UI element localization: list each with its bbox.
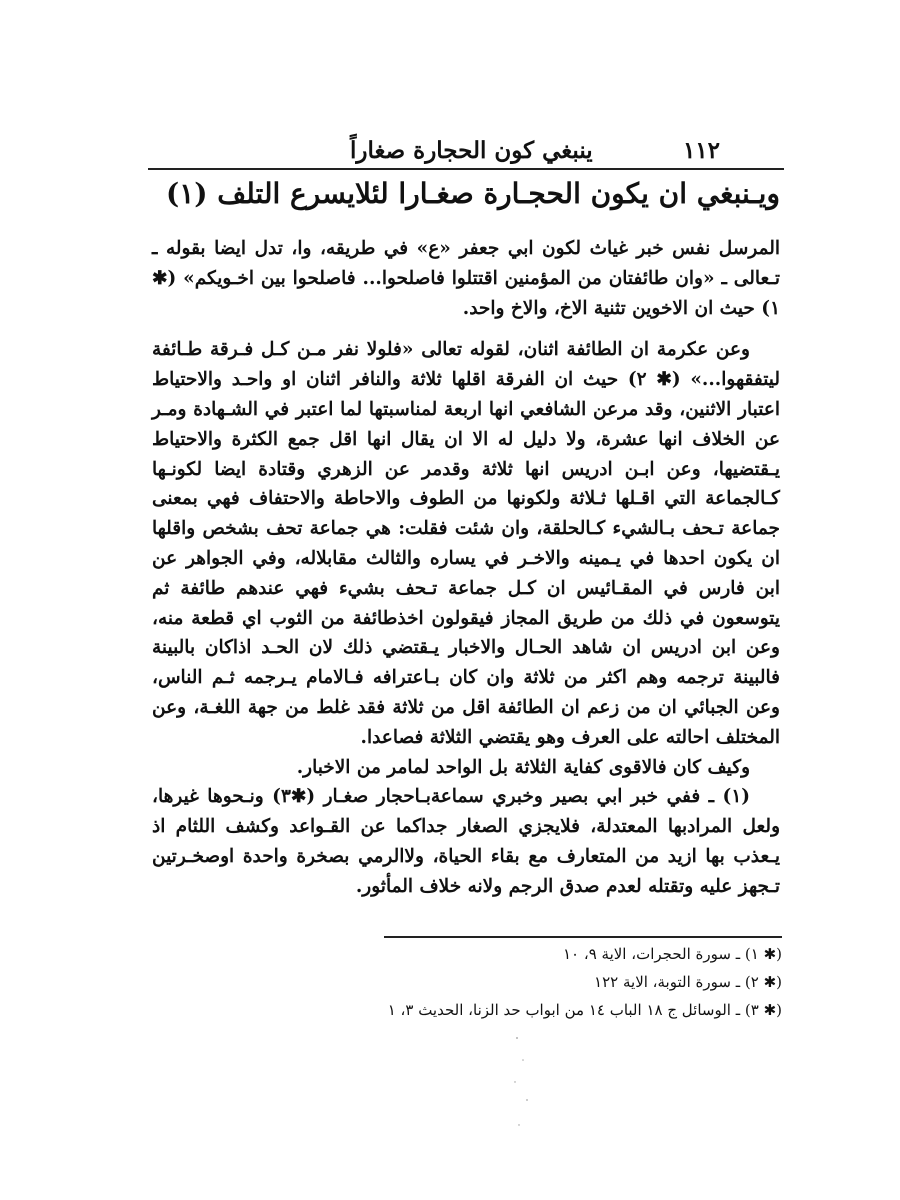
footnote-divider xyxy=(384,936,782,938)
section-title: ويـنبغي ان يكون الحجـارة صغـارا لئلايسرع التلف (١) xyxy=(166,177,780,210)
footnotes xyxy=(300,940,782,1024)
scan-specks xyxy=(505,1030,545,1140)
paragraph-1: المرسل نفس خبر غياث لكون ابي جعفر «ع» في طريقه، وا، تدل ايضا بقوله ـ تـعالى ـ «وان طائفتان من المؤمنين اقتتلوا فاصلحوا... فاصلحوا بين اخـويكم» (✱ ١) حيث ان الاخوين تثنية الاخ، والاخ واحد. xyxy=(152,238,780,319)
footnote-1: (✱ ١) ـ سورة الحجرات، الاية ٩، ١٠ xyxy=(562,945,782,963)
footnote-2: (✱ ٢) ـ سورة التوبة، الاية ١٢٢ xyxy=(594,973,782,991)
paragraph-2: وعن عكرمة ان الطائفة اثنان، لقوله تعالى «فلولا نفر مـن كـل فـرقة طـائفة ليتفقهوا...» (✱ ٢) حيث ان الفرقة اقلها ثلاثة والنافر اثنان او واحـد والاحتياط اعتبار الاثنين، وقد مرعن الشافعي انها اربعة لمناسبتها لما اعتبر في الشـهادة ومـر عن الخلاف انها عشرة، ولا دليل له الا ان يقال انها اقل جمع الكثرة والاحتياط يـقتضيها، وعن ابـن ادريس انها ثلاثة وقدمر عن الزهري وقتادة ايضا لكونـها كـالجماعة التي اقـلها ثـلاثة ولكونها من الطوف والاحاطة والاحتفاف فهي بمعنى جماعة تـحف بـالشيء كـالحلقة، وان شئت فقلت: هي جماعة تحف بشخص واقلها ان يكون احدها في يـمينه والاخـر في يساره والثالث مقابلاله، وفي الجواهر عن ابن فارس في المقـائيس ان كـل جماعة تـحف بشيء فهي عندهم طائفة ثم يتوسعون في ذلك من طريق المجاز فيقولون اخذطائفة من الثوب اي قطعة منه، وعن ابن ادريس ان شاهد الحـال والاخبار يـقتضي ذلك لان الحـد اذاكان بالبينة فالبينة ترجمه وهم اكثر من ثلاثة وان كان بـاعترافه فـالامام يـرجمه ثـم الناس، وعن الجبائي ان من زعم ان الطائفة اقل من ثلاثة فقد غلط من جهة اللغـة، وعن المختلف احالته على العرف وهو يقتضي الثلاثة فصاعدا. xyxy=(152,339,780,748)
body-text xyxy=(152,234,780,902)
page-number: ١١٢ xyxy=(682,136,720,164)
paragraph-3: وكيف كان فالاقوى كفاية الثلاثة بل الواحد لمامر من الاخبار. xyxy=(296,756,750,778)
running-head xyxy=(350,132,720,168)
footnote-3: (✱ ٣) ـ الوسائل ج ١٨ الباب ١٤ من ابواب حد الزنا، الحديث ٣، ١ xyxy=(387,1001,782,1019)
running-head-title: ينبغي كون الحجارة صغاراً xyxy=(350,136,593,164)
header-divider xyxy=(148,168,784,170)
commentary-note-1: (١) ـ ففي خبر ابي بصير وخبري سماعةبـاحجار صغـار (✱٣) ونـحوها غيرها، ولعل المرادبها المعتدلة، فلايجزي الصغار جداكما عن القـواعد وكشف اللثام اذ يـعذب بها ازيد من المتعارف مع بقاء الحياة، ولاالرمي بصخرة واحدة اوصخـرتين تـجهز عليه وتقتله لعدم صدق الرجم ولانه خلاف المأثور. xyxy=(152,786,780,897)
